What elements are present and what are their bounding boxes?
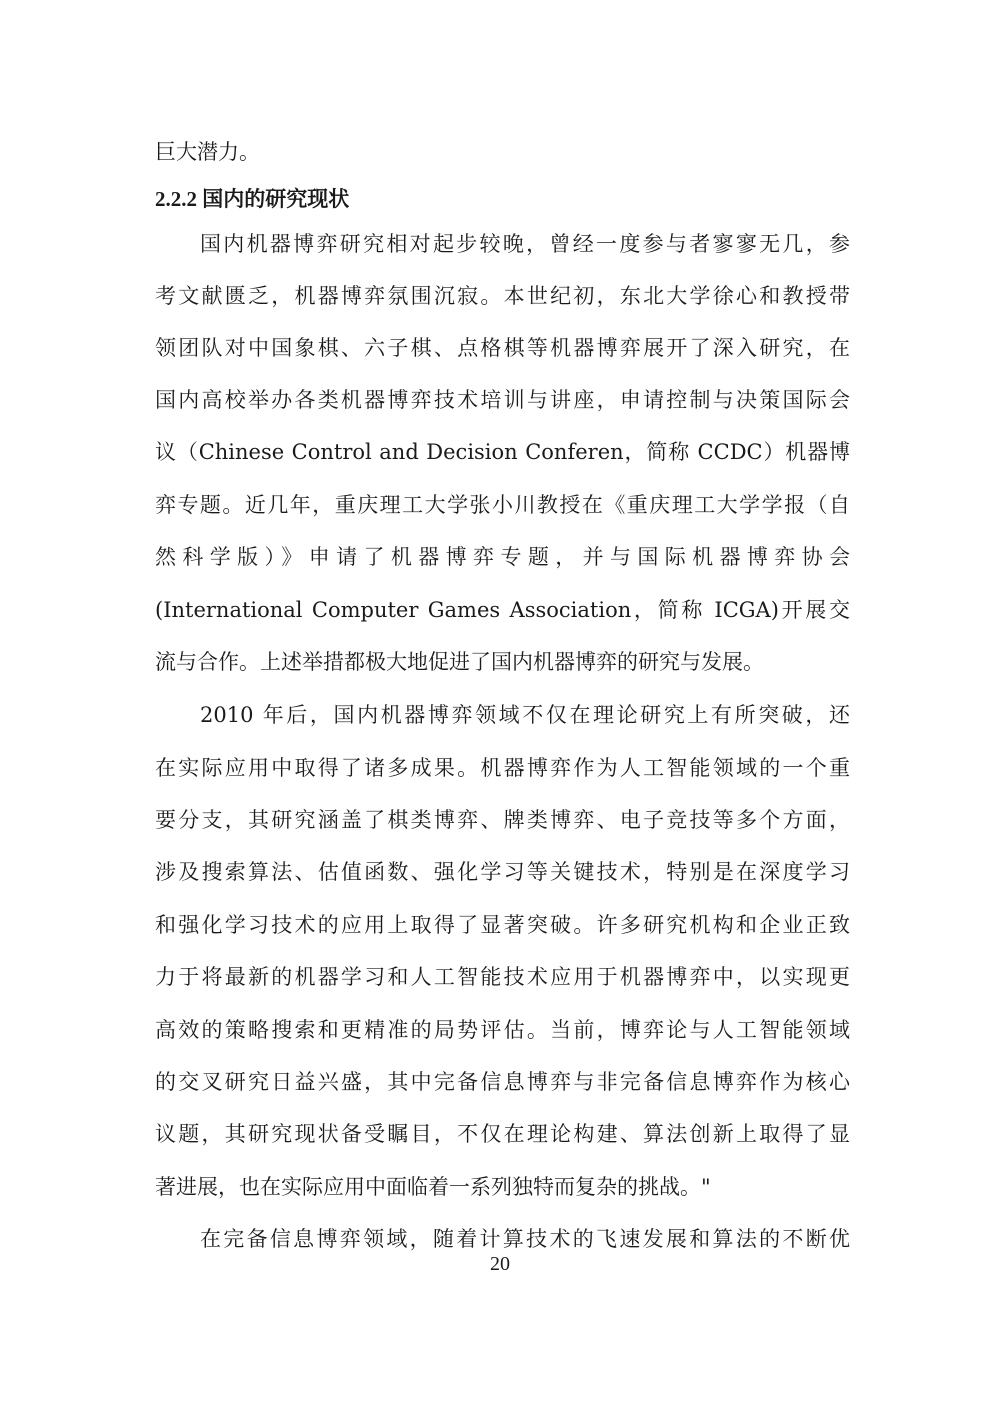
paragraph-1-line-2: 考文献匮乏，机器博弈氛围沉寂。本世纪初，东北大学徐心和教授带	[155, 284, 850, 308]
paragraph-2-line-6: 力于将最新的机器学习和人工智能技术应用于机器博弈中，以实现更	[155, 965, 850, 989]
paragraph-2-line-8: 的交叉研究日益兴盛，其中完备信息博弈与非完备信息博弈作为核心	[155, 1070, 850, 1094]
section-heading: 2.2.2 国内的研究现状	[155, 187, 350, 211]
paragraph-2-line-10: 著进展，也在实际应用中面临着一系列独特而复杂的挑战。"	[155, 1175, 711, 1199]
continued-text-line: 巨大潜力。	[155, 140, 260, 164]
paragraph-2-line-3: 要分支，其研究涵盖了棋类博弈、牌类博弈、电子竞技等多个方面，	[155, 808, 850, 832]
paragraph-2-line-2: 在实际应用中取得了诸多成果。机器博弈作为人工智能领域的一个重	[155, 756, 850, 780]
paragraph-1-line-8: (International Computer Games Association，简称 ICGA)开展交	[155, 598, 850, 622]
paragraph-2-line-1: 2010 年后，国内机器博弈领域不仅在理论研究上有所突破，还	[200, 703, 850, 727]
paragraph-1-line-4: 国内高校举办各类机器博弈技术培训与讲座，申请控制与决策国际会	[155, 388, 850, 412]
paragraph-1-line-7: 然科学版）》申请了机器博弈专题，并与国际机器博弈协会	[155, 545, 850, 569]
paragraph-1-line-3: 领团队对中国象棋、六子棋、点格棋等机器博弈展开了深入研究，在	[155, 336, 850, 360]
page-number: 20	[490, 1253, 510, 1275]
paragraph-1-line-5: 议（Chinese Control and Decision Conferen，简称 CCDC）机器博	[155, 440, 850, 464]
paragraph-1-line-6: 弈专题。近几年，重庆理工大学张小川教授在《重庆理工大学学报（自	[155, 493, 850, 517]
paragraph-2-line-5: 和强化学习技术的应用上取得了显著突破。许多研究机构和企业正致	[155, 913, 850, 937]
paragraph-2-line-4: 涉及搜索算法、估值函数、强化学习等关键技术，特别是在深度学习	[155, 860, 850, 884]
paragraph-1-line-1: 国内机器博弈研究相对起步较晚，曾经一度参与者寥寥无几，参	[200, 232, 850, 256]
paragraph-3-line-1: 在完备信息博弈领域，随着计算技术的飞速发展和算法的不断优	[200, 1227, 850, 1251]
paragraph-2-line-7: 高效的策略搜索和更精准的局势评估。当前，博弈论与人工智能领域	[155, 1018, 850, 1042]
paragraph-2-line-9: 议题，其研究现状备受瞩目，不仅在理论构建、算法创新上取得了显	[155, 1122, 850, 1146]
paragraph-1-line-9: 流与合作。上述举措都极大地促进了国内机器博弈的研究与发展。	[155, 650, 764, 674]
